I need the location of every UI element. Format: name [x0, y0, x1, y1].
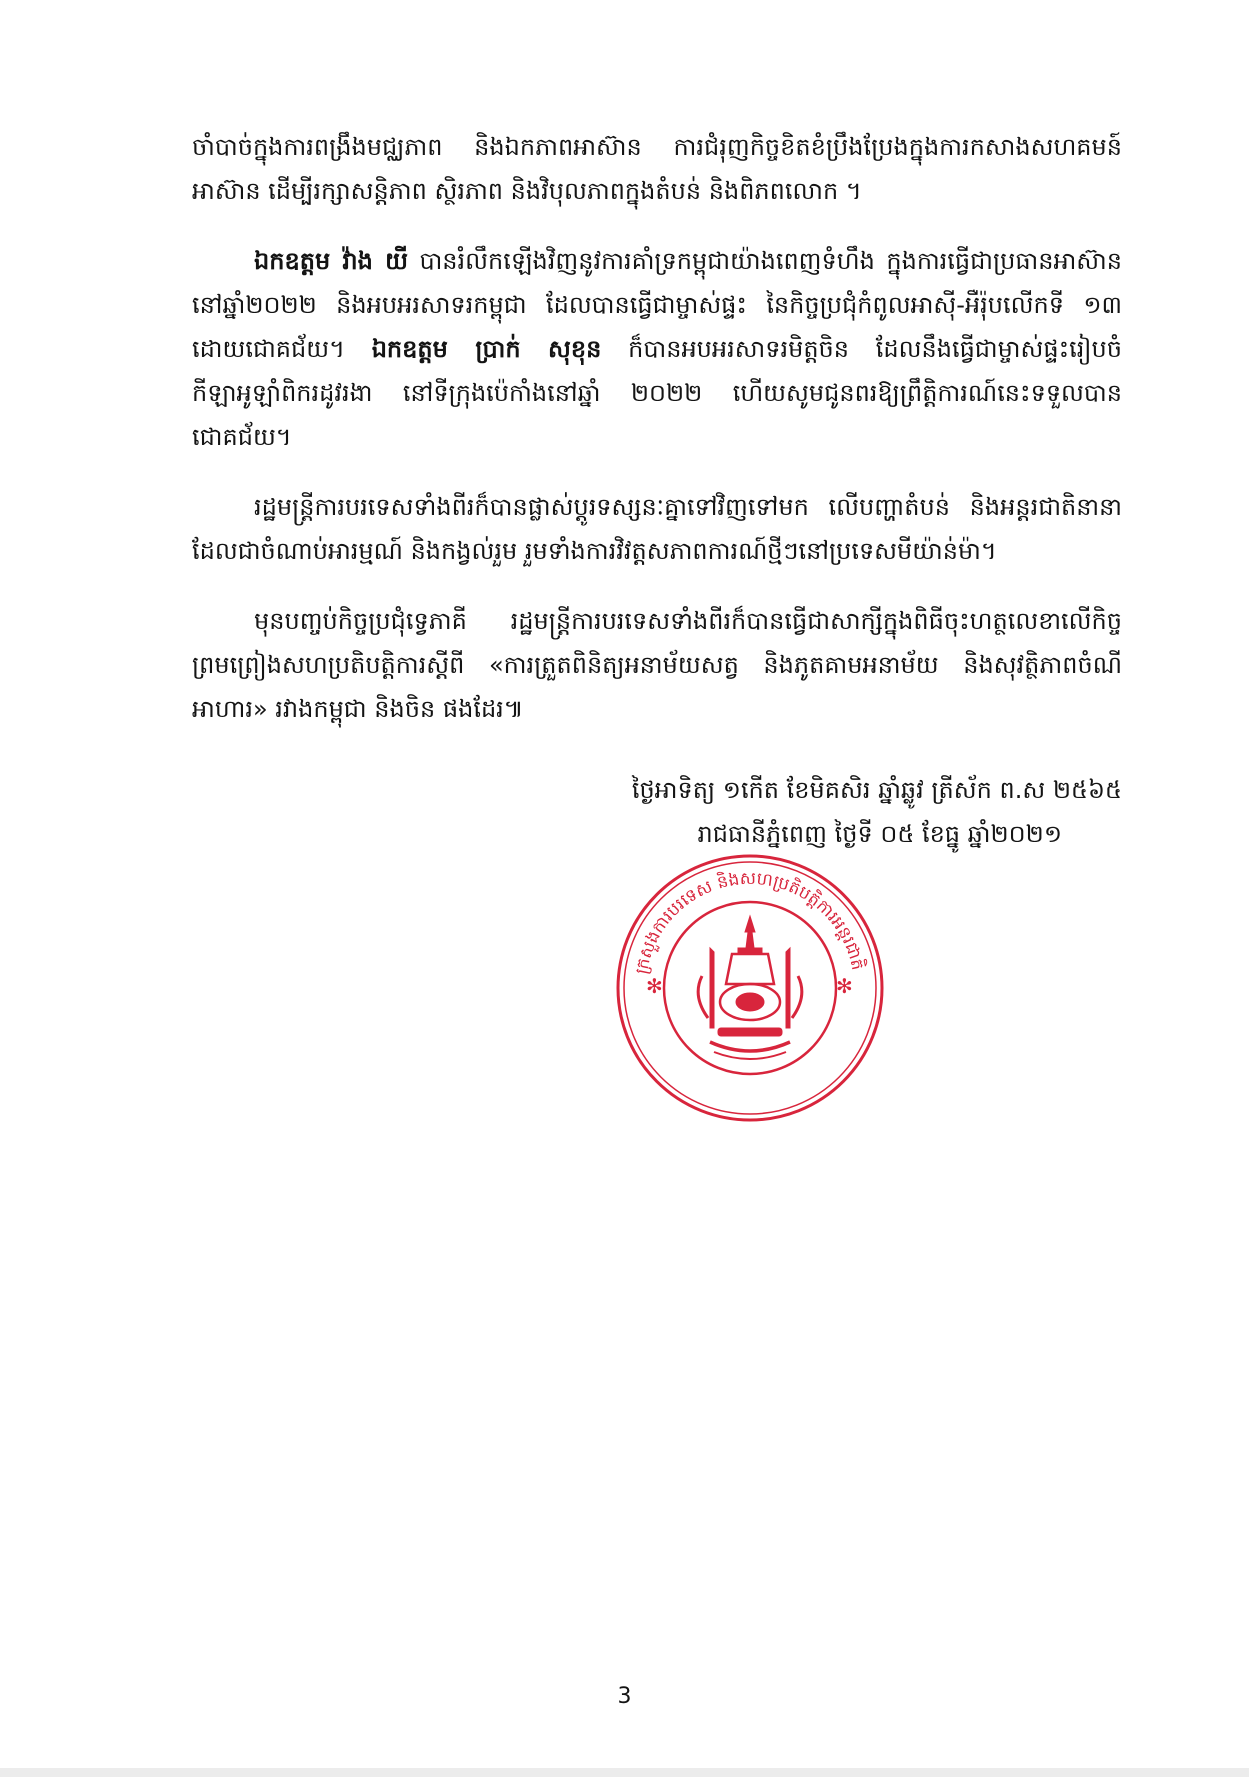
bold-name: ឯកឧត្តម វ៉ាង យី — [254, 247, 408, 275]
paragraph-p1 — [192, 125, 1122, 213]
paragraph-p3 — [192, 485, 1122, 573]
lunar-date-line: ថ្ងៃអាទិត្យ ១កើត ខែមិគសិរ ឆ្នាំឆ្លូវ ត្រីស័ក ព.ស ២៥៦៥ — [631, 776, 1122, 804]
royal-emblem — [698, 916, 802, 1059]
page-number: 3 — [617, 1684, 632, 1709]
paragraph-p2 — [192, 239, 1122, 459]
svg-text:✻: ✻ — [836, 974, 853, 998]
ministry-seal — [614, 852, 886, 1124]
page-bottom-edge — [0, 1768, 1249, 1777]
paragraph-text: មុនបញ្ចប់កិច្ចប្រជុំទ្វេភាគី រដ្ឋមន្ត្រីការបរទេសទាំងពីរក៏បានធ្វើជាសាក្សីក្នុងពិធីចុះហត្ថលេខាលើកិច្ចព្រមព្រៀងសហប្រតិបត្តិការស្តីពី «ការត្រួតពិនិត្យអនាម័យសត្វ និងភូតគាមអនាម័យ និងសុវត្ថិភាពចំណីអាហារ» រវាងកម្ពុជា និងចិន ផងដែរ៕ — [192, 607, 1122, 723]
paragraph-text: ចាំបាច់ក្នុងការពង្រឹងមជ្ឈភាព និងឯកភាពអាស៊ាន ការជំរុញកិច្ចខិតខំប្រឹងប្រែងក្នុងការកសាងសហគមន៍អាស៊ាន ដើម្បីរក្សាសន្តិភាព ស្ថិរភាព និងវិបុលភាពក្នុងតំបន់ និងពិភពលោក ។ — [192, 133, 1122, 205]
document-body — [192, 125, 1122, 757]
svg-text:✻: ✻ — [646, 974, 663, 998]
seal-inscription: ក្រសួងការបរទេស និងសហប្រតិបត្តិការអន្តរជាតិ — [631, 868, 868, 976]
solar-date-line: រាជធានីភ្នំពេញ ថ្ងៃទី ០៥ ខែធ្នូ ឆ្នាំ២០២១ — [697, 820, 1062, 848]
paragraph-text: បានរំលឹកឡើងវិញនូវការគាំទ្រកម្ពុជាយ៉ាងពេញទំហឹង ក្នុងការធ្វើជាប្រធានអាស៊ាន នៅឆ្នាំ២០២២ និងអបអរសាទរកម្ពុជា ដែលបានធ្វើជាម្ចាស់ផ្ទះ នៃកិច្ចប្រជុំកំពូលអាស៊ី-អឺរ៉ុបលើកទី ១៣ ដោយជោគជ័យ។ — [192, 247, 1123, 363]
bold-name: ឯកឧត្តម ប្រាក់ សុខុន — [371, 335, 602, 363]
paragraph-p4 — [192, 599, 1122, 731]
paragraph-text: ក៏បានអបអរសាទរមិត្តចិន ដែលនឹងធ្វើជាម្ចាស់ផ្ទះរៀបចំកីឡាអូឡាំពិករដូវរងា នៅទីក្រុងប៉េកាំងនៅឆ្នាំ ២០២២ ហើយសូមជូនពរឱ្យព្រឹត្តិការណ៍នេះទទួលបានជោគជ័យ។ — [192, 335, 1122, 451]
paragraph-text: រដ្ឋមន្ត្រីការបរទេសទាំងពីរក៏បានផ្លាស់ប្ដូរទស្សនៈគ្នាទៅវិញទៅមក លើបញ្ហាតំបន់ និងអន្តរជាតិនានា ដែលជាចំណាប់អារម្មណ៍ និងកង្វល់រួម រួមទាំងការវិវត្តសភាពការណ៍ថ្មីៗនៅប្រទេសមីយ៉ាន់ម៉ា។ — [192, 493, 1122, 565]
date-block — [632, 768, 1122, 856]
